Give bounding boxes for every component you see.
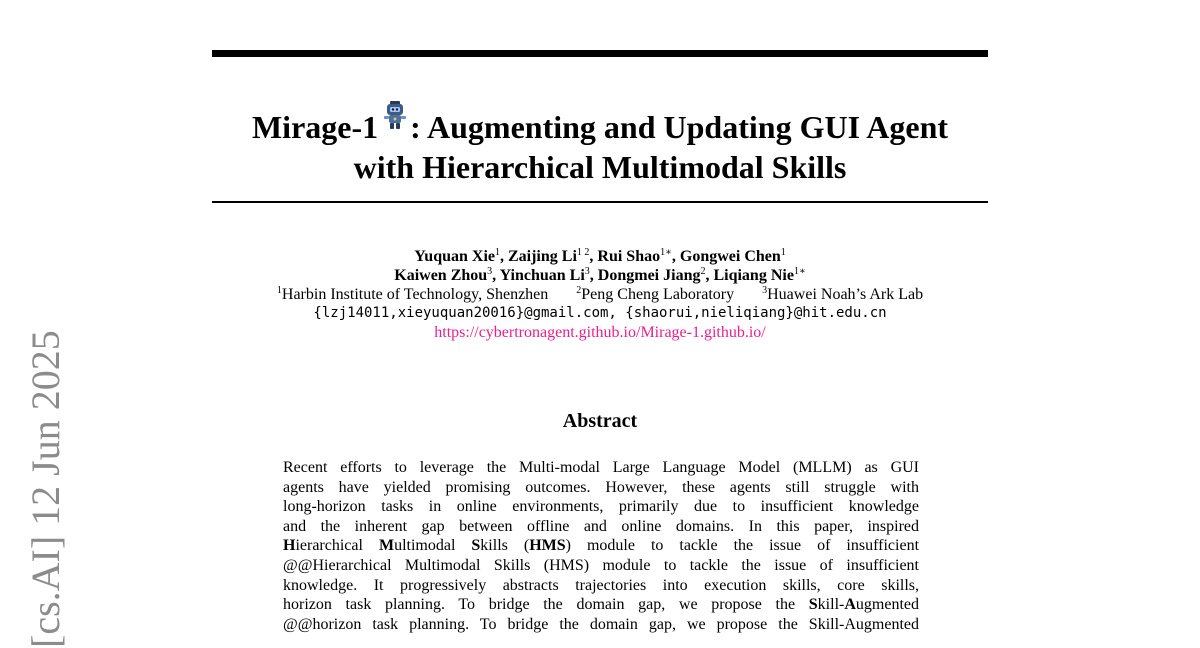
affiliation-mark: 2 (576, 285, 582, 296)
author-name (680, 248, 786, 265)
abstract-bold-fragment: S (471, 537, 481, 555)
abstract-bold-fragment: A (844, 596, 856, 614)
author-name (598, 267, 706, 284)
title-line-2: with Hierarchical Multimodal Skills (353, 149, 847, 185)
title-top-rule (212, 50, 988, 57)
abstract-line (283, 595, 919, 615)
affiliation-mark: 3 (762, 285, 768, 296)
author-name-text: Rui Shao (597, 248, 661, 265)
author-name (394, 267, 492, 284)
author-separator: , (589, 248, 598, 265)
author-name (597, 248, 672, 265)
author-name-text: Yinchuan Li (499, 267, 585, 284)
abstract-line: and the inherent gap between offline and online domains. In this paper, inspired (283, 517, 919, 535)
abstract-fragment: kill- (817, 596, 845, 614)
author-affiliation-mark: 1 2 (576, 247, 590, 258)
author-affiliation-mark: 3 (584, 266, 590, 277)
affiliations (200, 285, 1000, 304)
abstract-fragment: kills ( (480, 537, 530, 555)
author-affiliation-mark: 3 (487, 266, 493, 277)
contact-emails: {lzj14011,xieyuquan20016}@gmail.com, {shaorui,nieliqiang}@hit.edu.cn (313, 305, 887, 321)
author-block (200, 247, 1000, 342)
abstract-bold-fragment: H (283, 537, 296, 555)
author-affiliation-mark: 2 (700, 266, 706, 277)
abstract-line: long-horizon tasks in online environments, primarily due to insufficient knowledge (283, 498, 919, 516)
abstract-bold-fragment: M (378, 537, 395, 555)
title-subtitle-part-1: : Augmenting and Updating GUI Agent (410, 109, 949, 145)
author-name-text: Gongwei Chen (679, 248, 781, 265)
project-page-link[interactable]: https://cybertronagent.github.io/Mirage-1.github.io/ (434, 324, 766, 341)
abstract-line (283, 536, 919, 556)
author-separator: , (589, 267, 598, 284)
author-name-text: Liqiang Nie (713, 267, 794, 284)
abstract-fragment: ultimodal (394, 537, 472, 555)
abstract-line: @@Hierarchical Multimodal Skills (HMS) module to tackle the issue of insufficient (283, 556, 919, 574)
author-affiliation-mark: 1∗ (660, 247, 672, 258)
author-name (508, 248, 589, 265)
author-separator: , (671, 248, 680, 265)
abstract-fragment: ) module to tackle the issue of insufficient (565, 537, 920, 555)
author-name-text: Kaiwen Zhou (394, 267, 488, 284)
author-separator: , (499, 248, 508, 265)
affiliation-item (576, 285, 734, 304)
abstract-fragment: horizon task planning. To bridge the domain gap, we propose the (283, 596, 809, 614)
author-affiliation-mark: 1 (780, 247, 786, 258)
author-name-text: Dongmei Jiang (597, 267, 701, 284)
author-row-2 (200, 266, 1000, 285)
title-bottom-rule (212, 201, 988, 203)
affiliation-name: Harbin Institute of Technology, Shenzhen (281, 286, 549, 303)
abstract-bold-fragment: HMS (529, 537, 566, 555)
affiliation-item (762, 285, 923, 304)
abstract-heading: Abstract (562, 410, 638, 432)
author-row-1 (200, 247, 1000, 266)
affiliation-mark: 1 (276, 285, 282, 296)
author-separator: , (492, 267, 500, 284)
affiliation-name: Huawei Noah’s Ark Lab (767, 286, 924, 303)
title-line-1 (212, 100, 988, 147)
author-name-text: Yuquan Xie (414, 248, 495, 265)
abstract-fragment: ugmented (855, 596, 919, 614)
abstract-line: knowledge. It progressively abstracts trajectories into execution skills, core skills, (283, 576, 919, 594)
abstract-bold-fragment: S (808, 596, 818, 614)
abstract-line: Recent efforts to leverage the Multi-modal Large Language Model (MLLM) as GUI (283, 459, 919, 476)
author-name (414, 248, 500, 265)
title-name: Mirage-1 (251, 109, 379, 145)
abstract-line: @@horizon task planning. To bridge the domain gap, we propose the Skill-Augmented (283, 615, 919, 633)
author-separator: , (705, 267, 714, 284)
affiliation-item (277, 285, 548, 304)
affiliation-name: Peng Cheng Laboratory (581, 286, 735, 303)
author-name (500, 267, 590, 284)
abstract-text (283, 458, 919, 634)
arxiv-stamp: [cs.AI] 12 Jun 2025 (23, 330, 68, 648)
author-name-text: Zaijing Li (507, 248, 577, 265)
robot-mascot-icon (382, 100, 408, 130)
abstract-line: agents have yielded promising outcomes. However, these agents still struggle with (283, 478, 919, 496)
paper-title (212, 100, 988, 187)
author-affiliation-mark: 1∗ (793, 266, 806, 277)
abstract-fragment: ierarchical (295, 537, 379, 555)
author-name (713, 267, 805, 284)
author-affiliation-mark: 1 (494, 247, 500, 258)
